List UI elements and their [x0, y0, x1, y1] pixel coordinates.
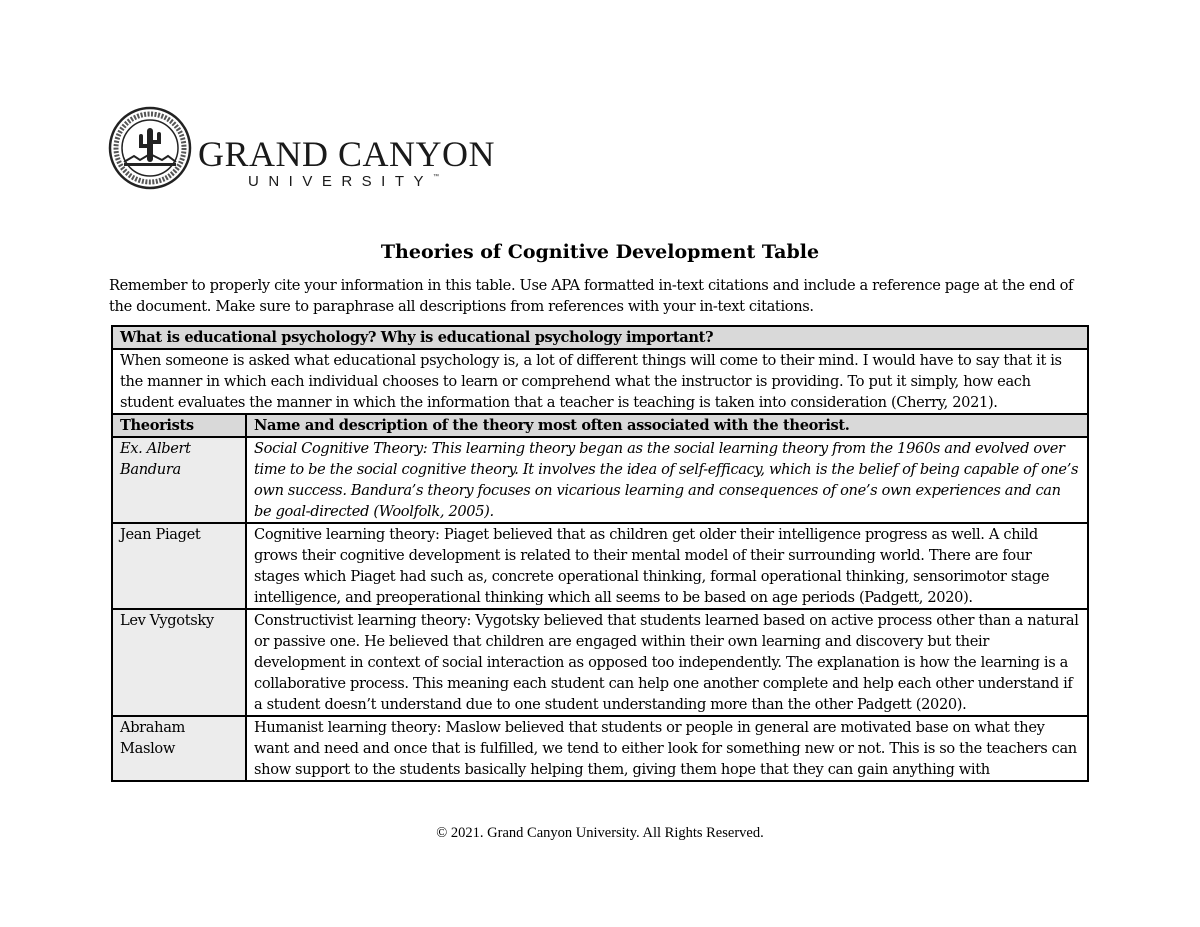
answer-row	[112, 349, 1088, 414]
theorist-cell: Abraham Maslow	[112, 716, 246, 781]
theory-header: Name and description of the theory most often associated with the theorist.	[246, 414, 1088, 437]
theory-description-cell: Constructivist learning theory: Vygotsky believed that students learned based on active process other than a natural or passive one. He believed that children are engaged within their own learning and discovery but their development in context of social interaction as opposed too independently. The explanation is how the learning is a collaborative process. This meaning each student can help one another complete and help each other understand if a student doesn’t understand due to one student understanding more than the other Padgett (2020).	[246, 609, 1088, 716]
theorist-cell: Lev Vygotsky	[112, 609, 246, 716]
theorists-header: Theorists	[112, 414, 246, 437]
table-row	[112, 523, 1088, 609]
question-header-cell: What is educational psychology? Why is educational psychology important?	[112, 326, 1088, 349]
question-header-row	[112, 326, 1088, 349]
table-row	[112, 437, 1088, 523]
logo-subtitle: UNIVERSITY™	[248, 173, 440, 190]
university-seal-icon	[108, 106, 194, 192]
trademark-mark: ™	[433, 174, 440, 180]
university-logo	[108, 106, 496, 192]
theory-description-cell: Social Cognitive Theory: This learning theory began as the social learning theory from the 1960s and evolved over time to be the social cognitive theory. It involves the idea of self-efficacy, which is the belief of being capable of one’s own success. Bandura’s theory focuses on vicarious learning and consequences of one’s own experiences and can be goal-directed (Woolfolk, 2005).	[246, 437, 1088, 523]
theory-description-cell: Cognitive learning theory: Piaget believed that as children get older their intelligence progress as well. A child grows their cognitive development is related to their mental model of their surrounding world. There are four stages which Piaget had such as, concrete operational thinking, formal operational thinking, sensorimotor stage intelligence, and preoperational thinking which all seems to be based on age periods (Padgett, 2020).	[246, 523, 1088, 609]
theory-description-cell	[246, 716, 1088, 781]
page-title: Theories of Cognitive Development Table	[380, 241, 820, 263]
table-row	[112, 716, 1088, 781]
theories-table	[111, 325, 1089, 782]
instructions-text: Remember to properly cite your information in this table. Use APA formatted in-text citations and include a reference page at the end of the document. Make sure to paraphrase all descriptions from references with your in-text citations.	[109, 277, 1074, 315]
theorist-cell: Jean Piaget	[112, 523, 246, 609]
theory-description-text: Humanist learning theory: Maslow believed that students or people in general are motivated base on what they want and need and once that is fulfilled, we tend to either look for something new or not. This is so the teachers can show support to the students basically helping them, giving them hope that they can gain anything with	[254, 719, 1077, 778]
copyright-footer: © 2021. Grand Canyon University. All Rights Reserved.	[436, 825, 764, 841]
logo-wordmark: GRAND CANYON	[198, 134, 496, 174]
column-header-row	[112, 414, 1088, 437]
theorist-cell: Ex. Albert Bandura	[112, 437, 246, 523]
table-row	[112, 609, 1088, 716]
answer-cell: When someone is asked what educational psychology is, a lot of different things will come to their mind. I would have to say that it is the manner in which each individual chooses to learn or comprehend what the instructor is providing. To put it simply, how each student evaluates the manner in which the information that a teacher is teaching is taken into consideration (Cherry, 2021).	[112, 349, 1088, 414]
